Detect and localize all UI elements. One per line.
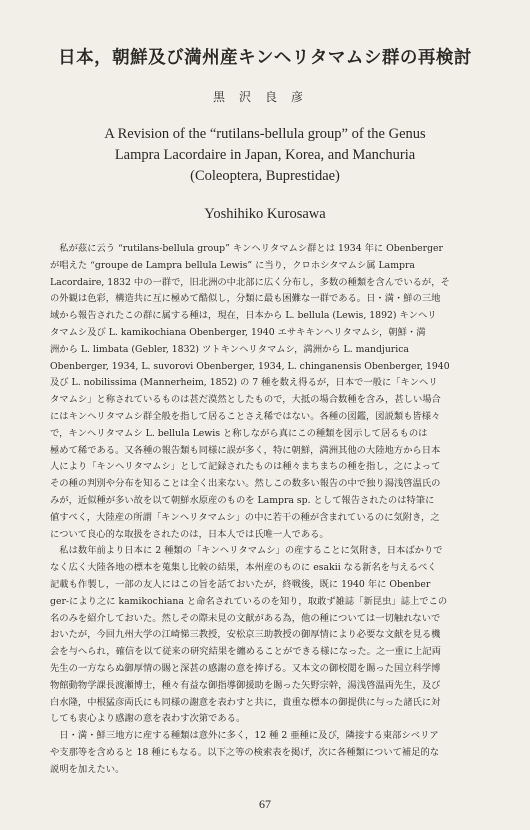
body-line: その種の判別や分布を知ることは全く出来ない。然しこの数多い報告の中で独り湯浅啓温氏の (50, 478, 441, 490)
body-line: タマムシ及び L. kamikochiana Obenberger, 1940 エサキキンヘリタマムシ，朝鮮・満 (50, 326, 426, 338)
body-line: 物館動物学課長渡瀬博士，種々有益な御指導御援助を賜った矢野宗幹，湯浅啓温両先生，及び (50, 679, 441, 691)
body-line: みが，近似種が多い故を以て朝鮮水原産のものを Lampra sp. として報告されたのは特筆に (50, 494, 435, 506)
body-line: 日・満・鮮三地方に産する種類は意外に多く，12 種 2 亜種に及び，隣接する東部シベリア (50, 730, 439, 742)
body-line: 会を与へられ，確信を以て従来の研究結果を纏めることができる様になった。之一重に上記両 (50, 646, 442, 658)
body-line: 白水隆，中根猛彦両氏にも同様の謝意を表わすと共に，貴重な標本の御提供に与った諸氏に対 (50, 696, 441, 708)
body-line: なく広く大陸各地の標本を蒐集し比較の結果，本州産のものに esakii なる新名を与えるべく (50, 562, 437, 574)
body-line: Lacordaire, 1832 中の一群で，旧北洲の中北部に広く分布し，多数の種類を含んでいるが，そ (50, 276, 450, 288)
english-title-line-1: A Revision of the “rutilans-bellula group” of the Genus (104, 126, 426, 142)
body-line: Obenberger, 1934, L. suvorovi Obenberger, 1934, L. chinganensis Obenberger, 1940 (50, 360, 450, 372)
body-line: おいたが，今回九州大学の江崎悌三教授，安松京三助教授の御厚情により必要な文献を見る機 (50, 629, 441, 641)
page-number: 67 (259, 797, 271, 811)
body-line: 名のみを紹介しておいた。然しその際未見の文献がある為，他の種については一切触れないで (50, 612, 441, 624)
body-line: タマムシ」と称されているものは甚だ漠然としたもので，大抵の場合数種を含み，甚しい場合 (50, 394, 441, 406)
body-line: 私は数年前より日本に 2 種類の「キンヘリタマムシ」の産することに気附き，日本ばかりで (50, 545, 443, 557)
english-title-line-3: (Coleoptera, Buprestidae) (190, 168, 340, 184)
english-title-line-2: Lampra Lacordaire in Japan, Korea, and Manchuria (114, 147, 416, 163)
english-author: Yoshihiko Kurosawa (204, 206, 326, 222)
body-line: 及び L. nobilissima (Mannerheim, 1852) の 7 種を数え得るが，日本で一般に「キンヘリ (50, 377, 438, 389)
body-line: 記載も作製し，一部の友人にはこの旨を話ておいたが，終戦後，既に 1940 年に Obenber (50, 578, 431, 590)
japanese-title: 日本，朝鮮及び満州産キンヘリタマムシ群の再検討 (58, 48, 472, 68)
body-text (50, 241, 488, 779)
body-line: 先生の一方ならぬ御厚情の賜と深甚の感謝の意を捧げる。又本文の御校閲を賜った国立科学博 (50, 662, 441, 674)
body-line: で，キンヘリタマムシ L. bellula Lewis と称しながら真にこの種類を図示して居るものは (50, 427, 428, 439)
body-line: について良心的な取扱をされたのは，日本人では氏唯一人である。 (50, 528, 329, 540)
body-line: 私が茲に云う “rutilans-bellula group” キンヘリタマムシ群とは 1934 年に Obenberger (50, 243, 443, 254)
body-line: ger-により之に kamikochiana と命名されているのを知り，取敢ず雑誌「新昆虫」誌上でこの (50, 595, 448, 607)
body-line: 域から報告されたこの群に属する種は，現在，日本から L. bellula (Lewis, 1892) キンヘリ (50, 310, 437, 322)
body-line: 極めて稀である。又各種の報告類も同様に誤が多く，特に朝鮮，満洲其他の大陸地方から日本 (50, 444, 441, 456)
body-line: 人により「キンヘリタマムシ」として記録されたものは種々まちまちの種を指し，之によって (50, 461, 441, 473)
body-line: 洲から L. limbata (Gebler, 1832) ツトキンヘリタマムシ，満洲から L. mandjurica (50, 343, 409, 355)
english-title (60, 124, 470, 187)
body-line: 説明を加えたい。 (50, 763, 125, 775)
body-line: 値すべく，大陸産の所謂「キンヘリタマムシ」の中に若干の種が含まれているのに気附き，之 (50, 511, 440, 523)
body-line: の外観は色彩，構造共に互に極めて酷似し，分類に最も困難な一群である。日・満・鮮の三地 (50, 293, 441, 305)
body-line: が唱えた “groupe de Lampra bellula Lewis” に当り，クロホシタマムシ属 Lampra (50, 259, 415, 271)
japanese-author: 黒沢良彦 (212, 90, 317, 104)
body-line: にはキンヘリタマムシ群全般を指して居ることさえ稀ではない。各種の図鑑，図説類も皆様々 (50, 410, 441, 422)
body-line: や支那等を含めると 18 種にもなる。以下之等の検索表を掲げ，次に各種類について補足的な (50, 746, 440, 758)
body-line: しても衷心より感謝の意を表わす次第である。 (50, 713, 246, 725)
